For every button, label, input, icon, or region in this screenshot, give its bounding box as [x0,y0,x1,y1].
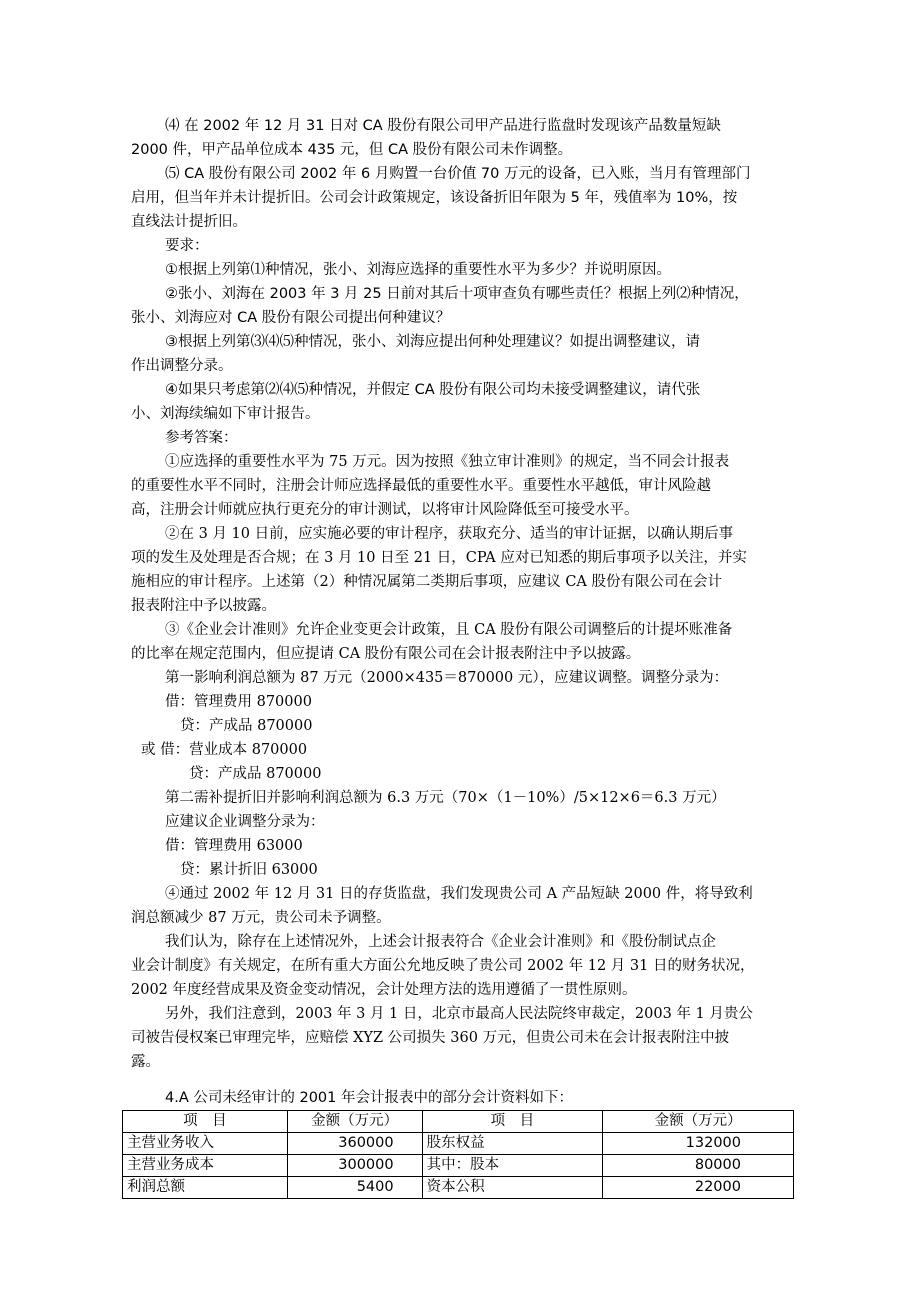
table-cell: 360000 [287,1133,422,1155]
table-row [123,1155,794,1177]
journal-entry: 借：管理费用 63000 [165,838,303,854]
text-line: ④通过 2002 年 12 月 31 日的存货监盘，我们发现贵公司 A 产品短缺 2000 件，将导致利 [165,886,753,902]
text-line: ①根据上列第⑴种情况，张小、刘海应选择的重要性水平为多少？并说明原因。 [165,262,671,278]
text-line: ③《企业会计准则》允许企业变更会计政策，且 CA 股份有限公司调整后的计提坏账准备 [165,622,733,638]
table-row [123,1133,794,1155]
text-line: 2002 年度经营成果及资金变动情况，会计处理方法的选用遵循了一贯性原则。 [131,982,637,998]
table-cell: 5400 [287,1177,422,1199]
text-line: 另外，我们注意到，2003 年 3 月 1 日，北京市最高人民法院终审裁定，2003 年 1 月贵公 [165,1006,753,1022]
text-line: 参考答案： [165,430,238,446]
table-header-cell: 项 目 [123,1111,288,1133]
text-line: 的比率在规定范围内，但应提请 CA 股份有限公司在会计报表附注中予以披露。 [131,646,641,662]
text-line: 作出调整分录。 [131,358,233,374]
text-line: 露。 [131,1054,160,1070]
text-line: ⑸ CA 股份有限公司 2002 年 6 月购置一台价值 70 万元的设备，已入账，当月有管理部门 [165,166,751,182]
text-line: 高，注册会计师就应执行更充分的审计测试，以将审计风险降低至可接受水平。 [131,502,639,518]
table-cell: 股东权益 [422,1133,603,1155]
accounting-data-table [122,1110,794,1199]
text-line: 我们认为，除存在上述情况外，上述会计报表符合《企业会计准则》和《股份制试点企 [165,934,716,950]
text-line: 小、刘海续编如下审计报告。 [131,406,320,422]
table-header-cell: 金额（万元） [603,1111,794,1133]
text-line: 的重要性水平不同时，注册会计师应选择最低的重要性水平。重要性水平越低，审计风险越 [131,478,711,494]
table-cell: 22000 [603,1177,794,1199]
text-line: 直线法计提折旧。 [131,214,247,230]
text-line: 润总额减少 87 万元，贵公司未予调整。 [131,910,391,926]
journal-entry: 借：管理费用 870000 [165,694,312,710]
text-line: 第一影响利润总额为 87 万元（2000×435＝870000 元），应建议调整。调整分录为： [165,670,729,686]
table-cell: 80000 [603,1155,794,1177]
journal-entry: 贷：累计折旧 63000 [180,862,318,878]
table-row [123,1177,794,1199]
text-line: ①应选择的重要性水平为 75 万元。因为按照《独立审计准则》的规定，当不同会计报表 [165,454,730,470]
text-line: 2000 件，甲产品单位成本 435 元，但 CA 股份有限公司未作调整。 [131,142,573,158]
table-cell: 300000 [287,1155,422,1177]
text-line: 司被告侵权案已审理完毕，应赔偿 XYZ 公司损失 360 万元，但贵公司未在会计报表附注中披 [131,1030,730,1046]
journal-entry: 贷：产成品 870000 [180,718,313,734]
text-line: ②在 3 月 10 日前，应实施必要的审计程序，获取充分、适当的审计证据，以确认期后事 [165,526,734,542]
text-line: 施相应的审计程序。上述第（2）种情况属第二类期后事项，应建议 CA 股份有限公司在会计 [131,574,723,590]
text-line: ②张小、刘海在 2003 年 3 月 25 日前对其后十项审查负有哪些责任？根据上列⑵种情况， [165,286,749,302]
text-line: 应建议企业调整分录为： [165,814,325,830]
table-cell: 主营业务成本 [123,1155,288,1177]
text-line: 业会计制度》有关规定，在所有重大方面公允地反映了贵公司 2002 年 12 月 31 日的财务状况， [131,958,755,974]
journal-entry: 或 借：营业成本 870000 [141,742,308,758]
text-line: ④如果只考虑第⑵⑷⑸种情况，并假定 CA 股份有限公司均未接受调整建议，请代张 [165,382,701,398]
table-cell: 其中：股本 [422,1155,603,1177]
text-line: ③根据上列第⑶⑷⑸种情况，张小、刘海应提出何种处理建议？如提出调整建议，请 [165,334,700,350]
table-header-cell: 金额（万元） [287,1111,422,1133]
text-line: 启用，但当年并未计提折旧。公司会计政策规定，该设备折旧年限为 5 年，残值率为 10%，按 [131,190,738,206]
table-header-cell: 项 目 [422,1111,603,1133]
table-cell: 132000 [603,1133,794,1155]
text-line: 第二需补提折旧并影响利润总额为 6.3 万元（70×（1－10%）/5×12×6＝6.3 万元） [165,790,726,806]
table-header-row [123,1111,794,1133]
section-heading: 4.A 公司未经审计的 2001 年会计报表中的部分会计资料如下： [165,1090,573,1106]
table-cell: 主营业务收入 [123,1133,288,1155]
table-cell: 利润总额 [123,1177,288,1199]
text-line: 项的发生及处理是否合规；在 3 月 10 日至 21 日，CPA 应对已知悉的期后事项予以关注，并实 [131,550,747,566]
table-cell: 资本公积 [422,1177,603,1199]
text-line: 张小、刘海应对 CA 股份有限公司提出何种建议？ [131,310,451,326]
text-line: 报表附注中予以披露。 [131,598,276,614]
text-line: ⑷ 在 2002 年 12 月 31 日对 CA 股份有限公司甲产品进行监盘时发现该产品数量短缺 [165,118,721,134]
journal-entry: 贷：产成品 870000 [189,766,322,782]
text-line: 要求： [165,238,209,254]
